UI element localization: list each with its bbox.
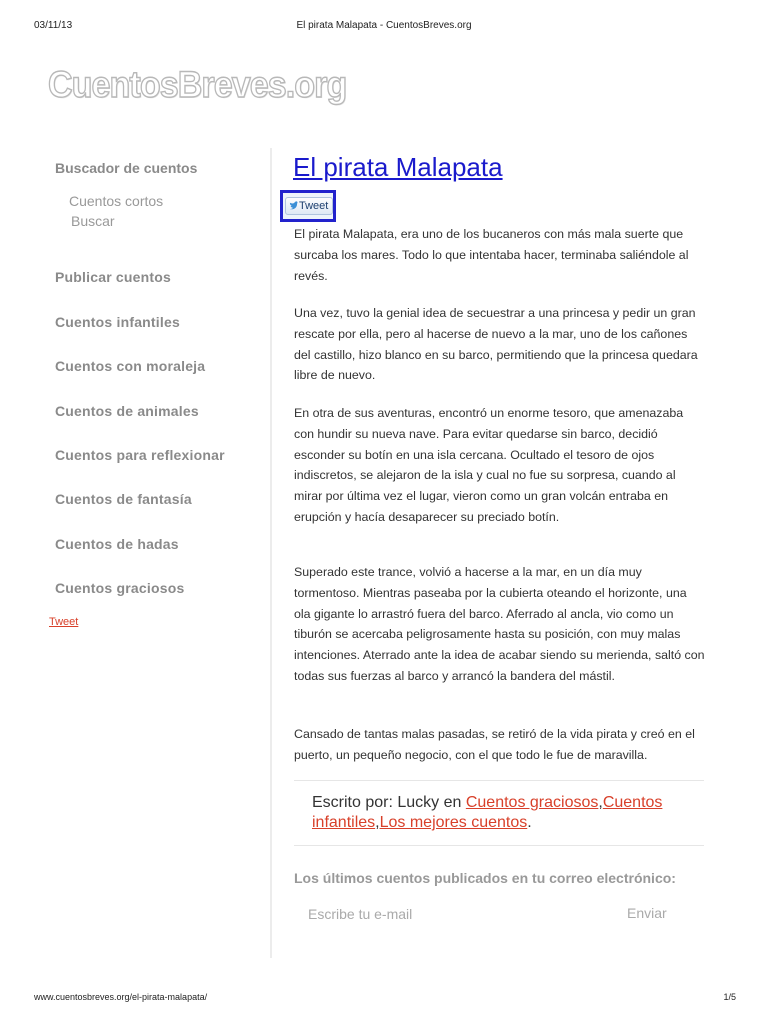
tag-separator: , [598, 794, 603, 811]
tweet-button-face [285, 197, 333, 215]
print-date: 03/11/13 [34, 20, 73, 31]
author-suffix: . [527, 814, 532, 831]
sidebar-item-cuentos-de-animales[interactable]: Cuentos de animales [55, 403, 199, 419]
search-input[interactable]: Cuentos cortos [69, 193, 164, 209]
tag-link-los-mejores-cuentos[interactable]: Los mejores cuentos [379, 814, 528, 831]
page-number: 1/5 [723, 992, 736, 1002]
twitter-bird-icon [289, 200, 298, 211]
article-paragraph: Superado este trance, volvió a hacerse a la mar, en un día muy tormentoso. Mientras paseaba por la cubierta oteando el horizonte, una ola gigante lo arrastró fuera del barco. Aferrado al ancla, vio como un tiburón se acercaba peligrosamente hasta su posición, con muy malas intenciones. Aterrado ante la idea de acabar siendo su merienda, saltó con todas sus fuerzas al barco y arrancó la bandera del mástil. [294, 565, 705, 683]
divider [294, 845, 704, 846]
site-logo[interactable]: CuentosBreves.org [48, 64, 347, 105]
article-paragraph: Una vez, tuvo la genial idea de secuestrar a una princesa y pedir un gran rescate por ella, pero al hacerse de nuevo a la mar, uno de los cañones del castillo, hizo blanco en su barco, permitiendo que la princesa quedara libre de nuevo. [294, 306, 698, 383]
sidebar-item-cuentos-para-reflexionar[interactable]: Cuentos para reflexionar [55, 447, 225, 463]
sidebar-item-cuentos-graciosos[interactable]: Cuentos graciosos [55, 580, 185, 596]
divider [294, 780, 704, 781]
sidebar-item-cuentos-con-moraleja[interactable]: Cuentos con moraleja [55, 358, 206, 374]
sidebar-tweet-link[interactable]: Tweet [49, 616, 79, 628]
email-field[interactable] [300, 898, 600, 930]
sidebar-item-cuentos-infantiles[interactable]: Cuentos infantiles [55, 314, 180, 330]
send-button[interactable]: Enviar [627, 905, 667, 921]
print-header [0, 20, 768, 34]
newsletter-label: Los últimos cuentos publicados en tu correo electrónico: [294, 870, 676, 886]
search-heading: Buscador de cuentos [55, 160, 198, 176]
search-button[interactable]: Buscar [71, 213, 115, 229]
tweet-button[interactable] [280, 190, 336, 222]
article-paragraph: En otra de sus aventuras, encontró un enorme tesoro, que amenazaba con hundir su nueva nave. Para evitar quedarse sin barco, decidió esconder su botín en una isla cercana. Ocultado el tesoro de ojos indiscretos, se alejaron de la isla y cual no fue su sorpresa, cuando al mirar por última vez el lugar, vieron como un gran volcán entraba en erupción y hacía desaparecer su preciado botín. [294, 406, 684, 524]
print-url: www.cuentosbreves.org/el-pirata-malapata/ [34, 992, 208, 1002]
sidebar-item-publicar-cuentos[interactable]: Publicar cuentos [55, 269, 172, 285]
author-prefix: Escrito por: Lucky en [312, 794, 466, 811]
sidebar-divider [270, 148, 272, 958]
author-line [312, 793, 702, 833]
tag-link-cuentos-graciosos[interactable]: Cuentos graciosos [465, 794, 599, 811]
tag-link-cuentos-infantiles[interactable]: Cuentos infantiles [312, 794, 663, 831]
article-title[interactable]: El pirata Malapata [293, 152, 503, 182]
tweet-button-label: Tweet [299, 200, 329, 212]
print-title: El pirata Malapata - CuentosBreves.org [296, 20, 472, 31]
tag-separator: , [375, 814, 380, 831]
sidebar-item-cuentos-de-hadas[interactable]: Cuentos de hadas [55, 536, 179, 552]
article-paragraph: El pirata Malapata, era uno de los bucaneros con más mala suerte que surcaba los mares. Todo lo que intentaba hacer, terminaba saliéndole al revés. [294, 227, 689, 283]
article-paragraph: Cansado de tantas malas pasadas, se retiró de la vida pirata y creó en el puerto, un pequeño negocio, con el que todo le fue de maravilla. [294, 727, 695, 762]
sidebar-item-cuentos-de-fantasia[interactable]: Cuentos de fantasía [55, 491, 192, 507]
